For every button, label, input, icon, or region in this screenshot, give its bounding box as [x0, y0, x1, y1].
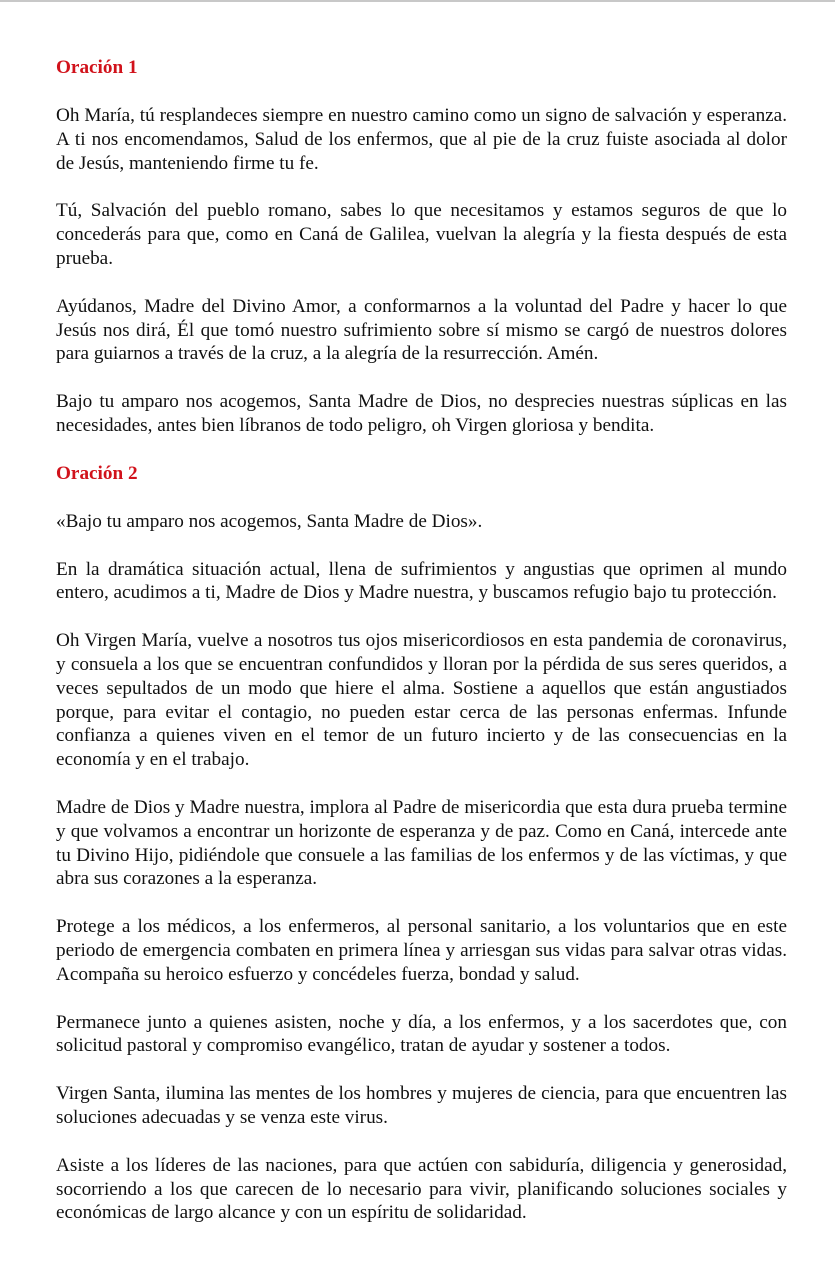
paragraph: Oh María, tú resplandeces siempre en nuestro camino como un signo de salvación y esperanza. A ti nos encomendamos, Salud de los enfermos, que al pie de la cruz fuiste asociada al dolor de Jesús, manteniendo firme tu fe. — [56, 105, 787, 174]
section-heading: Oración 2 — [56, 462, 138, 484]
paragraph: Bajo tu amparo nos acogemos, Santa Madre de Dios, no desprecies nuestras súplicas en las necesidades, antes bien líbranos de todo peligro, oh Virgen gloriosa y bendita. — [56, 391, 787, 436]
section-heading: Oración 1 — [56, 57, 138, 78]
paragraph: Madre de Dios y Madre nuestra, implora al Padre de misericordia que esta dura prueba termine y que volvamos a encontrar un horizonte de esperanza y de paz. Como en Caná, intercede ante tu Divino Hijo, pidiéndole que consuele a las familias de los enfermos y de las víctimas, y que abra sus corazones a la esperanza. — [56, 796, 787, 890]
paragraph: Protege a los médicos, a los enfermeros, al personal sanitario, a los voluntarios que en este periodo de emergencia combaten en primera línea y arriesgan sus vidas para salvar otras vidas. Acompaña su heroico esfuerzo y concédeles fuerza, bondad y salud. — [56, 916, 787, 985]
paragraph: Tú, Salvación del pueblo romano, sabes lo que necesitamos y estamos seguros de que lo concederás para que, como en Caná de Galilea, vuelvan la alegría y la fiesta después de esta prueba. — [56, 200, 787, 269]
paragraph: Asiste a los líderes de las naciones, para que actúen con sabiduría, diligencia y generosidad, socorriendo a los que carecen de lo necesario para vivir, planificando soluciones sociales y económicas de largo alcance y con un espíritu de solidaridad. — [56, 1154, 787, 1224]
paragraph: Ayúdanos, Madre del Divino Amor, a conformarnos a la voluntad del Padre y hacer lo que Jesús nos dirá, Él que tomó nuestro sufrimiento sobre sí mismo se cargó de nuestros dolores para guiarnos a través de la cruz, a la alegría de la resurrección. Amén. — [56, 295, 787, 365]
paragraph: «Bajo tu amparo nos acogemos, Santa Madre de Dios». — [56, 510, 483, 532]
document-page — [56, 56, 787, 1249]
paragraph: Oh Virgen María, vuelve a nosotros tus ojos misericordiosos en esta pandemia de coronavirus, y consuela a los que se encuentran confundidos y lloran por la pérdida de sus seres queridos, a veces sepultados de un modo que hiere el alma. Sostiene a aquellos que están angustiados porque, para evitar el contagio, no pueden estar cerca de las personas enfermas. Infunde confianza a quienes viven en el temor de un futuro incierto y de las consecuencias en la economía y en el trabajo. — [56, 630, 787, 771]
paragraph: Virgen Santa, ilumina las mentes de los hombres y mujeres de ciencia, para que encuentren las soluciones adecuadas y se venza este virus. — [56, 1083, 787, 1128]
paragraph: Permanece junto a quienes asisten, noche y día, a los enfermos, y a los sacerdotes que, con solicitud pastoral y compromiso evangélico, tratan de ayudar y sostener a todos. — [56, 1011, 787, 1057]
prayer-section-2 — [56, 462, 787, 1225]
prayer-section-1 — [56, 56, 787, 438]
paragraph: En la dramática situación actual, llena de sufrimientos y angustias que oprimen al mundo entero, acudimos a ti, Madre de Dios y Madre nuestra, y buscamos refugio bajo tu protección. — [56, 558, 787, 604]
